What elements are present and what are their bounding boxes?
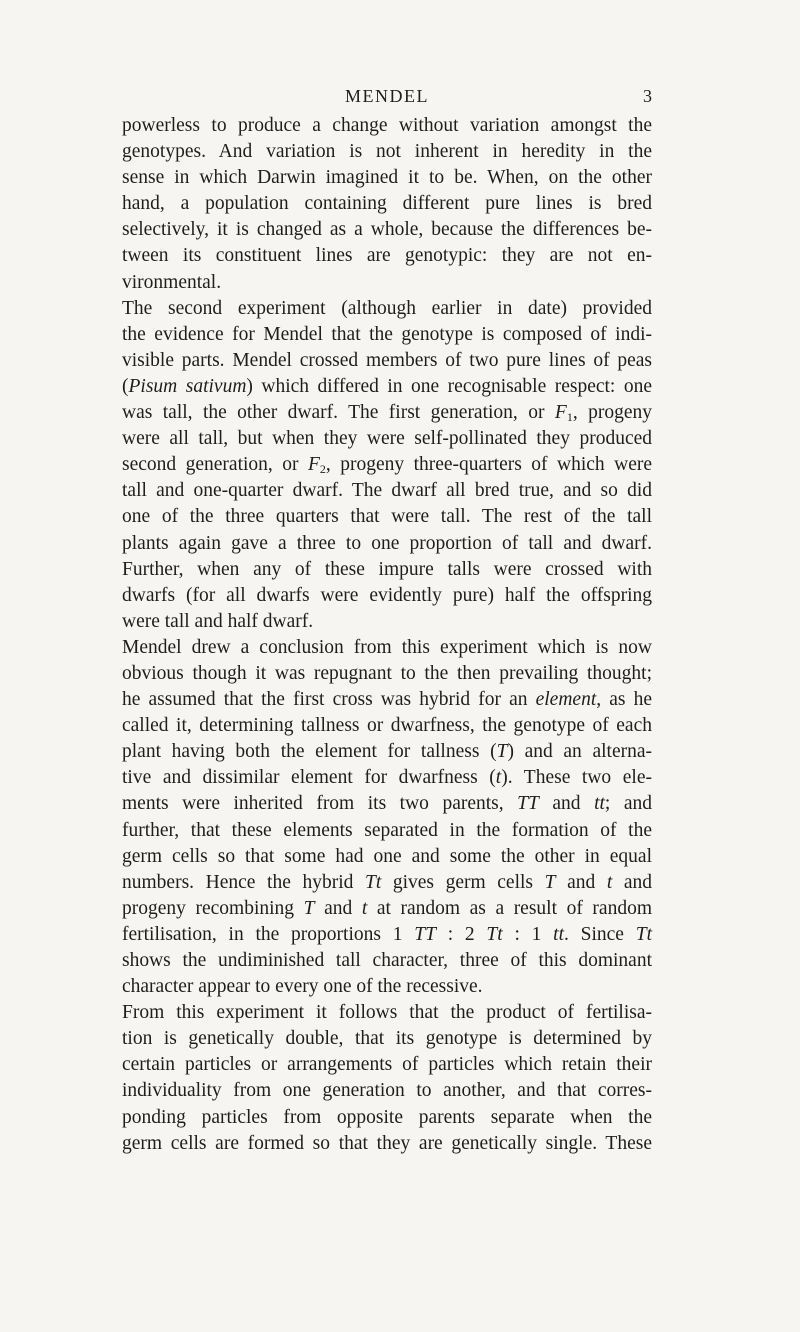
text-line: one of the three quarters that were tall. The rest of the tall	[122, 506, 652, 528]
text-line: hand, a population containing different pure lines is bred	[122, 193, 652, 215]
text-run: : 1	[502, 923, 554, 945]
text-line: obvious though it was repugnant to the then prevailing thought;	[122, 662, 652, 684]
text-run: ). These two ele-	[501, 767, 652, 789]
genotype-symbol: Tt	[486, 923, 503, 945]
text-run: gives germ cells	[381, 871, 545, 893]
species-name: Pisum sativum	[128, 375, 247, 397]
allele-symbol: t	[495, 767, 502, 789]
text-line: certain particles or arrangements of particles which retain their	[122, 1054, 652, 1076]
allele-symbol: T	[303, 897, 315, 919]
text-line: further, that these elements separated in the formation of the	[122, 819, 652, 841]
allele-symbol: t	[606, 871, 613, 893]
text-run: numbers. Hence the hybrid	[122, 871, 365, 893]
text-line	[122, 452, 652, 478]
text-line: germ cells so that some had one and some the other in equal	[122, 845, 652, 867]
allele-symbol: T	[544, 871, 556, 893]
text-run: ; and	[604, 793, 653, 815]
text-line: plants again gave a three to one proportion of tall and dwarf.	[122, 532, 652, 554]
text-line	[122, 739, 652, 765]
text-line: ponding particles from opposite parents separate when the	[122, 1106, 652, 1128]
generation-subscript: 2	[319, 462, 326, 477]
text-run: and	[314, 897, 362, 919]
text-run: and	[538, 793, 595, 815]
text-line: tween its constituent lines are genotypic: they are not en-	[122, 245, 652, 267]
paragraph-start-line: The second experiment (although earlier in date) provided	[122, 297, 652, 319]
text-run: he assumed that the first cross was hybrid for an	[122, 689, 536, 711]
text-line	[122, 374, 652, 400]
text-line: genotypes. And variation is not inherent in heredity in the	[122, 141, 652, 163]
emphasis-word: element	[535, 689, 597, 711]
text-run: second generation, or	[122, 454, 308, 476]
paragraph-start-line: From this experiment it follows that the product of fertilisa-	[122, 1002, 652, 1024]
generation-symbol: F	[307, 454, 320, 476]
allele-symbol: T	[496, 741, 508, 763]
text-line: tall and one-quarter dwarf. The dwarf all bred true, and so did	[122, 480, 652, 502]
text-line	[122, 687, 652, 713]
text-line: called it, determining tallness or dwarfness, the genotype of each	[122, 715, 652, 737]
text-run: , progeny three-quarters of which were	[325, 454, 653, 476]
text-line: individuality from one generation to another, and that corres-	[122, 1080, 652, 1102]
body-text	[122, 113, 652, 1157]
text-line	[122, 791, 652, 817]
text-run: ) which differed in one recognisable respect: one	[246, 375, 652, 397]
text-line	[122, 922, 652, 948]
genotype-symbol: tt	[553, 923, 564, 945]
text-line	[122, 896, 652, 922]
genotype-symbol: TT	[517, 793, 539, 815]
genotype-symbol: TT	[414, 923, 436, 945]
text-run: progeny recombining	[122, 897, 304, 919]
text-line: dwarfs (for all dwarfs were evidently pure) half the offspring	[122, 584, 652, 606]
genotype-symbol: tt	[594, 793, 605, 815]
allele-symbol: t	[361, 897, 368, 919]
text-line: shows the undiminished tall character, three of this dominant	[122, 950, 652, 971]
generation-symbol: F	[554, 402, 567, 424]
running-title: MENDEL	[345, 86, 429, 106]
text-line	[122, 870, 652, 896]
text-line	[122, 400, 652, 426]
text-run: : 2	[435, 923, 487, 945]
text-run: tive and dissimilar element for dwarfness (	[122, 767, 496, 789]
text-run: at random as a result of random	[367, 897, 652, 919]
text-run: was tall, the other dwarf. The first generation, or	[122, 402, 555, 424]
text-line: sense in which Darwin imagined it to be. When, on the other	[122, 167, 652, 189]
text-run: ) and an alterna-	[507, 741, 652, 763]
genotype-symbol: Tt	[635, 923, 652, 945]
text-line: selectively, it is changed as a whole, because the differences be-	[122, 219, 652, 241]
text-line	[122, 765, 652, 791]
text-run: , as he	[596, 689, 652, 711]
text-line: vironmental.	[122, 271, 222, 293]
text-line: germ cells are formed so that they are genetically single. These	[122, 1132, 652, 1154]
text-run: , progeny	[572, 402, 653, 424]
paragraph-start-line: Mendel drew a conclusion from this experiment which is now	[122, 636, 652, 658]
text-run: fertilisation, in the proportions 1	[122, 923, 415, 945]
text-run: (	[122, 375, 129, 397]
generation-subscript: 1	[566, 410, 573, 425]
text-run: . Since	[564, 923, 636, 945]
text-line: were all tall, but when they were self-pollinated they produced	[122, 428, 652, 450]
text-run: and	[612, 871, 653, 893]
genotype-symbol: Tt	[364, 871, 382, 893]
text-line: character appear to every one of the recessive.	[122, 976, 483, 998]
text-line: tion is genetically double, that its genotype is determined by	[122, 1028, 652, 1050]
text-run: and	[555, 871, 607, 893]
text-line: the evidence for Mendel that the genotype is composed of indi-	[122, 323, 652, 345]
text-line: Further, when any of these impure talls were crossed with	[122, 558, 652, 580]
running-head	[122, 86, 652, 110]
text-line: visible parts. Mendel crossed members of two pure lines of peas	[122, 349, 652, 371]
text-run: plant having both the element for tallness (	[122, 741, 497, 763]
text-line: powerless to produce a change without variation amongst the	[122, 115, 652, 136]
text-run: ments were inherited from its two parents,	[122, 793, 518, 815]
page-number: 3	[643, 86, 652, 106]
text-line: were tall and half dwarf.	[122, 610, 314, 632]
